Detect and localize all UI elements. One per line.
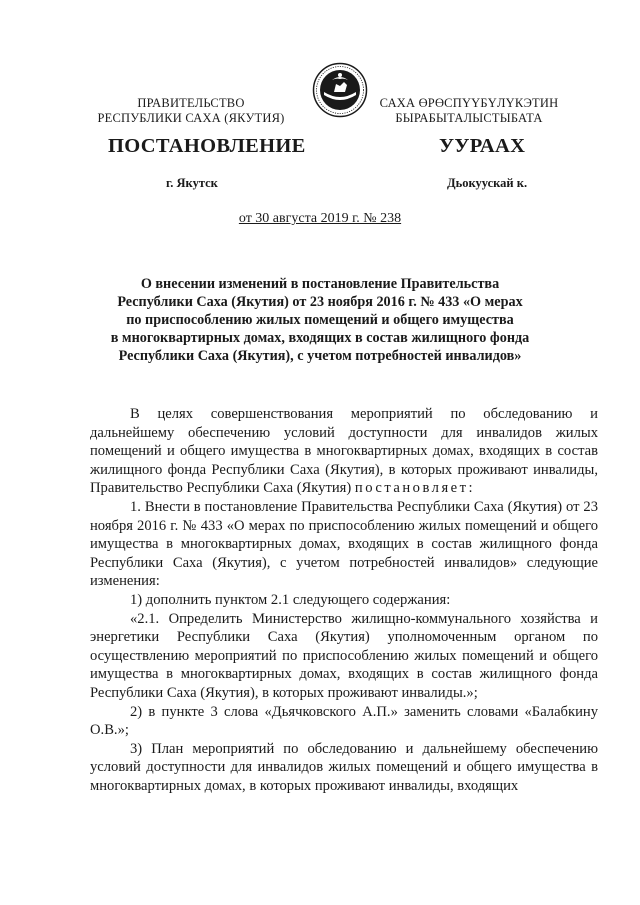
document-title-line: по приспособлению жилых помещений и общего имущества: [126, 312, 514, 328]
header-left-line1: ПРАВИТЕЛЬСТВО: [137, 96, 245, 110]
body-paragraph-item-1: 1. Внести в постановление Правительства Республики Саха (Якутия) от 23 ноября 2016 г. № 433 «О мерах по приспособлению жилых помещений и общего имущества в многоквартирных домах, входящих в состав жилищного фонда Республики Саха (Якутия), с учетом потребностей инвалидов» следующие изменения:: [90, 498, 598, 590]
header-right-line1: САХА ӨРӨСПҮҮБҮЛҮКЭТИН: [379, 96, 559, 110]
preamble-resolves: постановляет:: [354, 480, 476, 497]
body-paragraph-quote-2-1: «2.1. Определить Министерство жилищно-коммунального хозяйства и энергетики Республики Саха (Якутия) уполномоченным органом по осуществлению мероприятий по приспособлению жилых помещений и общего имущества в многоквартирных домах, входящих в состав жилищного фонда Республики Саха (Якутия), в которых проживают инвалиды.»;: [90, 610, 598, 701]
doc-type-title-left: ПОСТАНОВЛЕНИЕ: [108, 135, 306, 157]
body-paragraph-subitem-2: 2) в пункте 3 слова «Дьячковского А.П.» заменить словами «Балабкину О.В.»;: [90, 703, 598, 739]
city-left: г. Якутск: [166, 176, 218, 190]
header-right-line2: БЫРАБЫТАЛЫСТЫБАТА: [395, 111, 543, 125]
date-number-line: [0, 211, 640, 227]
body-paragraph-subitem-1: 1) дополнить пунктом 2.1 следующего содержания:: [130, 591, 451, 608]
doc-type-title-right: УУРААХ: [439, 135, 526, 157]
body-paragraph-preamble: [90, 405, 598, 498]
header-left-line2: РЕСПУБЛИКИ САХА (ЯКУТИЯ): [97, 111, 285, 125]
preamble-text: В целях совершенствования мероприятий по обследованию и дальнейшему обеспечению условий доступности для инвалидов жилых помещений и общего имущества в многоквартирных домах, входящих в состав жилищного фонда Республики Саха (Якутия), в которых проживают инвалиды, Правительство Республики Саха (Якутия): [90, 406, 598, 497]
document-body: [90, 405, 598, 795]
document-title-line: Республики Саха (Якутия) от 23 ноября 2016 г. № 433 «О мерах: [117, 294, 523, 310]
date-number-text: от 30 августа 2019 г. № 238: [238, 211, 402, 226]
document-title-line: О внесении изменений в постановление Правительства: [140, 276, 500, 292]
city-right: Дьокуускай к.: [447, 176, 528, 190]
document-title: [90, 275, 550, 365]
document-title-line: Республики Саха (Якутия), с учетом потребностей инвалидов»: [118, 348, 522, 364]
document-title-line: в многоквартирных домах, входящих в состав жилищного фонда: [110, 330, 530, 346]
body-paragraph-subitem-3: 3) План мероприятий по обследованию и дальнейшему обеспечению условий доступности для инвалидов жилых помещений и общего имущества в многоквартирных домах, в которых проживают инвалиды, входящих: [90, 740, 598, 794]
government-header-right: [356, 96, 582, 126]
government-header-left: [78, 96, 304, 126]
